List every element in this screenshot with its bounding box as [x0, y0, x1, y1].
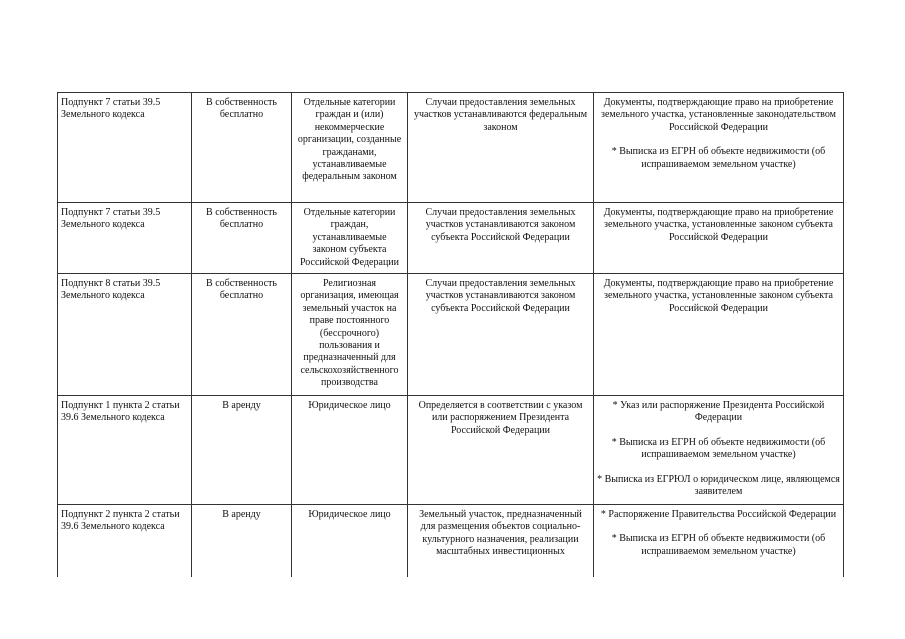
applicant-cell: Религиозная организация, имеющая земельный участок на праве постоянного (бессрочного) пользования и предназначенный для сельскохозяйственного производства [292, 274, 408, 396]
legal-basis-cell: Подпункт 7 статьи 39.5 Земельного кодекса [58, 203, 192, 274]
right-type-cell: В аренду [192, 505, 292, 577]
conditions-cell: Случаи предоставления земельных участков устанавливаются федеральным законом [408, 93, 594, 203]
documents-cell [594, 396, 844, 505]
conditions-cell: Случаи предоставления земельных участков устанавливаются законом субъекта Российской Федерации [408, 274, 594, 396]
applicant-cell: Отдельные категории граждан, устанавливаемые законом субъекта Российской Федерации [292, 203, 408, 274]
conditions-cell: Земельный участок, предназначенный для размещения объектов социально-культурного назначения, реализации масштабных инвестиционных [408, 505, 594, 577]
legal-basis-cell: Подпункт 2 пункта 2 статьи 39.6 Земельного кодекса [58, 505, 192, 577]
document-item: * Выписка из ЕГРН об объекте недвижимости (об испрашиваемом земельном участке) [611, 146, 826, 170]
legal-basis-cell: Подпункт 1 пункта 2 статьи 39.6 Земельного кодекса [58, 396, 192, 505]
conditions-cell: Случаи предоставления земельных участков устанавливаются законом субъекта Российской Федерации [408, 203, 594, 274]
document-item: Документы, подтверждающие право на приобретение земельного участка, установленные законом субъекта Российской Федерации [603, 207, 834, 243]
legal-basis-cell: Подпункт 8 статьи 39.5 Земельного кодекса [58, 274, 192, 396]
documents-cell [594, 274, 844, 396]
documents-cell [594, 505, 844, 577]
document-item: * Выписка из ЕГРЮЛ о юридическом лице, являющемся заявителем [597, 473, 840, 498]
document-item: * Выписка из ЕГРН об объекте недвижимости (об испрашиваемом земельном участке) [611, 436, 826, 461]
applicant-cell: Юридическое лицо [292, 505, 408, 577]
document-item: Документы, подтверждающие право на приобретение земельного участка, установленные законом субъекта Российской Федерации [603, 278, 834, 314]
documents-cell [594, 203, 844, 274]
right-type-cell: В собственность бесплатно [192, 274, 292, 396]
document-item: Документы, подтверждающие право на приобретение земельного участка, установленные законодательством Российской Федерации [601, 97, 836, 133]
document-item: * Распоряжение Правительства Российской Федерации [600, 509, 837, 520]
applicant-cell: Отдельные категории граждан и (или) некоммерческие организации, созданные гражданами, устанавливаемые федеральным законом [292, 93, 408, 203]
table-row [58, 203, 844, 274]
documents-cell [594, 93, 844, 203]
table-row [58, 93, 844, 203]
table-row [58, 396, 844, 505]
applicant-cell: Юридическое лицо [292, 396, 408, 505]
document-item: * Выписка из ЕГРН об объекте недвижимости (об испрашиваемом земельном участке) [611, 533, 826, 557]
right-type-cell: В собственность бесплатно [192, 93, 292, 203]
right-type-cell: В собственность бесплатно [192, 203, 292, 274]
legal-basis-cell: Подпункт 7 статьи 39.5 Земельного кодекса [58, 93, 192, 203]
table-row [58, 274, 844, 396]
document-item: * Указ или распоряжение Президента Российской Федерации [612, 400, 825, 424]
table-row [58, 505, 844, 577]
conditions-cell: Определяется в соответствии с указом или распоряжением Президента Российской Федерации [408, 396, 594, 505]
right-type-cell: В аренду [192, 396, 292, 505]
land-provision-table [57, 92, 844, 577]
